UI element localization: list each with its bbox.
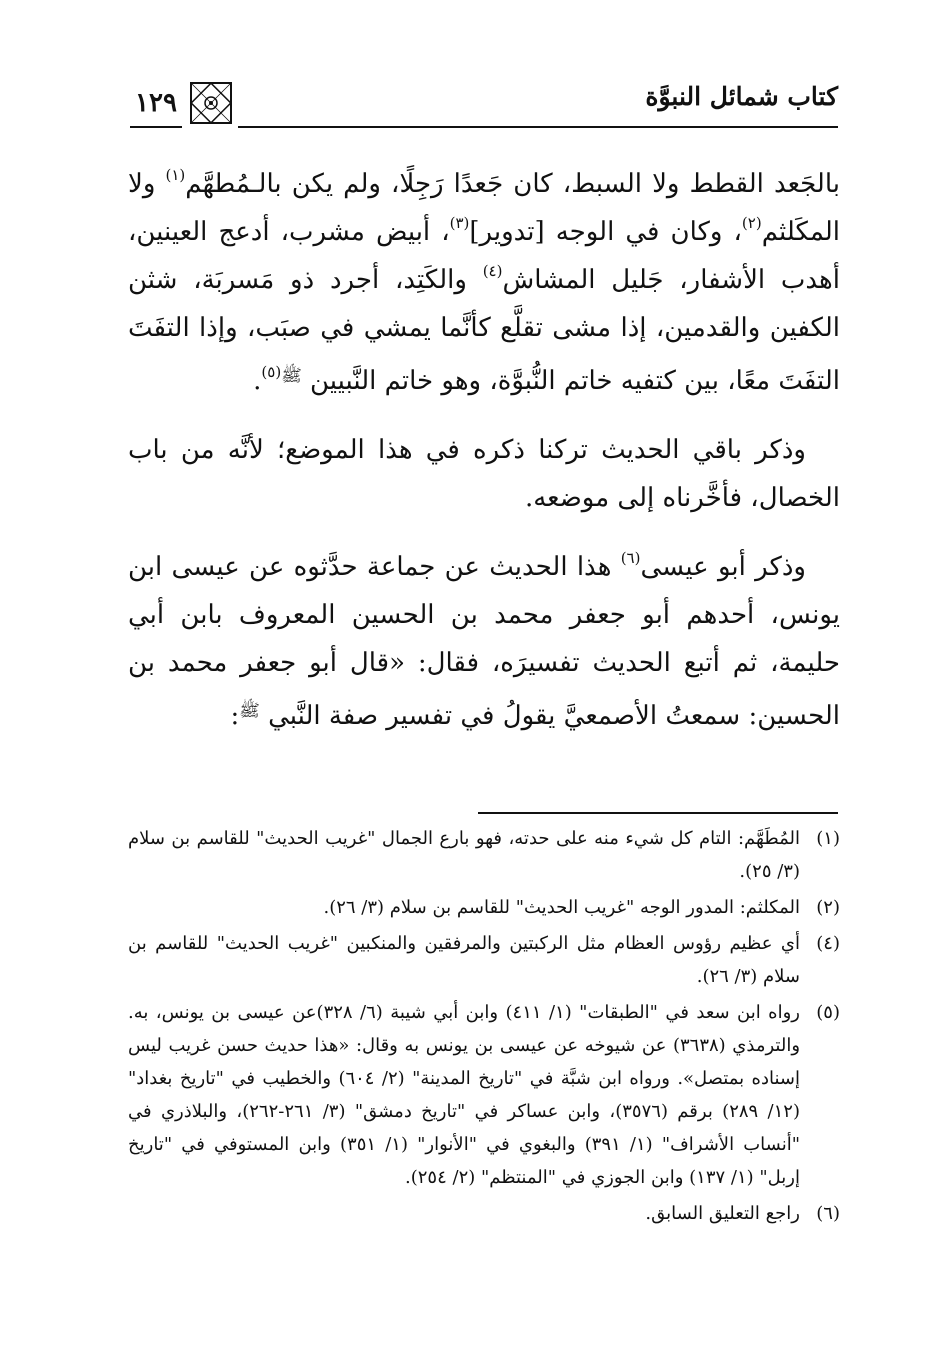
footnote-ref-3[interactable]: (٣)	[449, 214, 470, 232]
footnote-item	[128, 1197, 840, 1230]
text-run: بالجَعد القطط ولا السبط، كان جَعدًا رَجِلًا، ولم يكن بالـمُطهَّم	[185, 169, 840, 199]
footnote-separator	[478, 812, 838, 814]
page-number-underline	[130, 126, 182, 128]
footnote-text: أي عظيم رؤوس العظام مثل الركبتين والمرفقين والمنكبين "غريب الحديث" للقاسم بن سلام (٣/ ٢٦).	[128, 933, 800, 987]
page-header	[128, 80, 838, 136]
text-run: هذا الحديث عن جماعة حدَّثوه عن عيسى ابن يونس، أحدهم أبو جعفر محمد بن الحسين المعروف بابن أبي حليمة، ثم أتبع الحديث تفسيرَه، فقال: «قال أبو جعفر محمد بن الحسين: سمعتُ الأصمعيَّ يقولُ في تفسير صفة النَّبي	[128, 552, 840, 731]
footnote-ref-6[interactable]: (٦)	[620, 549, 641, 567]
text-run: :	[230, 701, 240, 731]
book-title: كتاب شمائل النبوَّة	[645, 82, 838, 111]
footnote-number: (١)	[816, 828, 840, 849]
footnote-number: (٢)	[816, 897, 840, 918]
salawat-symbol: ﷺ	[281, 366, 302, 386]
footnote-item	[128, 891, 840, 924]
salawat-symbol: ﷺ	[239, 701, 260, 721]
main-text	[128, 160, 840, 761]
text-run: والكَتِد، أجرد ذو مَسربَة، شثن الكفين والقدمين، إذا مشى تقلَّع كأنَّما يمشي في صبَب، وإذا التفَتَ التفَتَ معًا، بين كتفيه خاتم النُّبوَّة، وهو خاتم النَّبيين	[128, 265, 840, 396]
footnote-ref-1[interactable]: (١)	[165, 166, 186, 184]
text-run: ولا المكَلثم	[128, 169, 840, 247]
paragraph-2: وذكر باقي الحديث تركنا ذكره في هذا الموضع؛ لأنَّه من باب الخصال، فأخَّرناه إلى موضعه.	[128, 435, 840, 513]
footnote-ref-4[interactable]: (٤)	[482, 262, 503, 280]
paragraph-1	[128, 160, 840, 405]
text-run: وذكر أبو عيسى	[640, 552, 806, 582]
footnote-item	[128, 927, 840, 993]
footnote-number: (٥)	[816, 1002, 840, 1023]
text-run: ، أبيض مشرب، أدعج العينين، أهدب الأشفار، جَليل المشاش	[128, 217, 840, 295]
footnote-text: رواه ابن سعد في "الطبقات" (١/ ٤١١) وابن أبي شيبة (٦/ ٣٢٨)عن عيسى بن يونس، به. والترمذي (٣٦٣٨) عن شيوخه عن عيسى بن يونس به وقال: «هذا حديث حسن غريب ليس إسناده بمتصل». ورواه ابن شبَّة في "تاريخ المدينة" (٢/ ٦٠٤) والخطيب في "تاريخ بغداد" (١٢/ ٢٨٩) برقم (٣٥٧٦)، وابن عساكر في "تاريخ دمشق" (٣/ ٢٦١-٢٦٢)، والبلاذري في "أنساب الأشراف" (١/ ٣٩١) والبغوي في "الأنوار" (١/ ٣٥١) وابن المستوفي في "تاريخ إربل" (١/ ١٣٧) وابن الجوزي في "المنتظم" (٢/ ٢٥٤).	[128, 1002, 801, 1188]
footnote-ref-5[interactable]: (٥)	[261, 363, 282, 381]
text-run: ، وكان في الوجه [تدوير]	[469, 217, 742, 247]
text-run: .	[253, 366, 262, 396]
header-rule	[238, 126, 838, 128]
footnote-item	[128, 822, 840, 888]
footnote-text: المكلثم: المدور الوجه "غريب الحديث" للقاسم بن سلام (٣/ ٢٦).	[323, 897, 800, 918]
footnotes	[128, 822, 840, 1233]
footnote-number: (٤)	[816, 933, 840, 954]
footnote-item	[128, 996, 840, 1194]
footnote-text: راجع التعليق السابق.	[645, 1203, 800, 1224]
footnote-ref-2[interactable]: (٢)	[741, 214, 762, 232]
ornament-icon	[188, 80, 234, 126]
page-number: ١٢٩	[135, 88, 177, 118]
paragraph-3	[128, 543, 840, 740]
footnote-number: (٦)	[816, 1203, 840, 1224]
footnote-text: المُطَهَّم: التام كل شيء منه على حدته، فهو بارع الجمال "غريب الحديث" للقاسم بن سلام (٣/ ٢٥).	[128, 828, 800, 882]
